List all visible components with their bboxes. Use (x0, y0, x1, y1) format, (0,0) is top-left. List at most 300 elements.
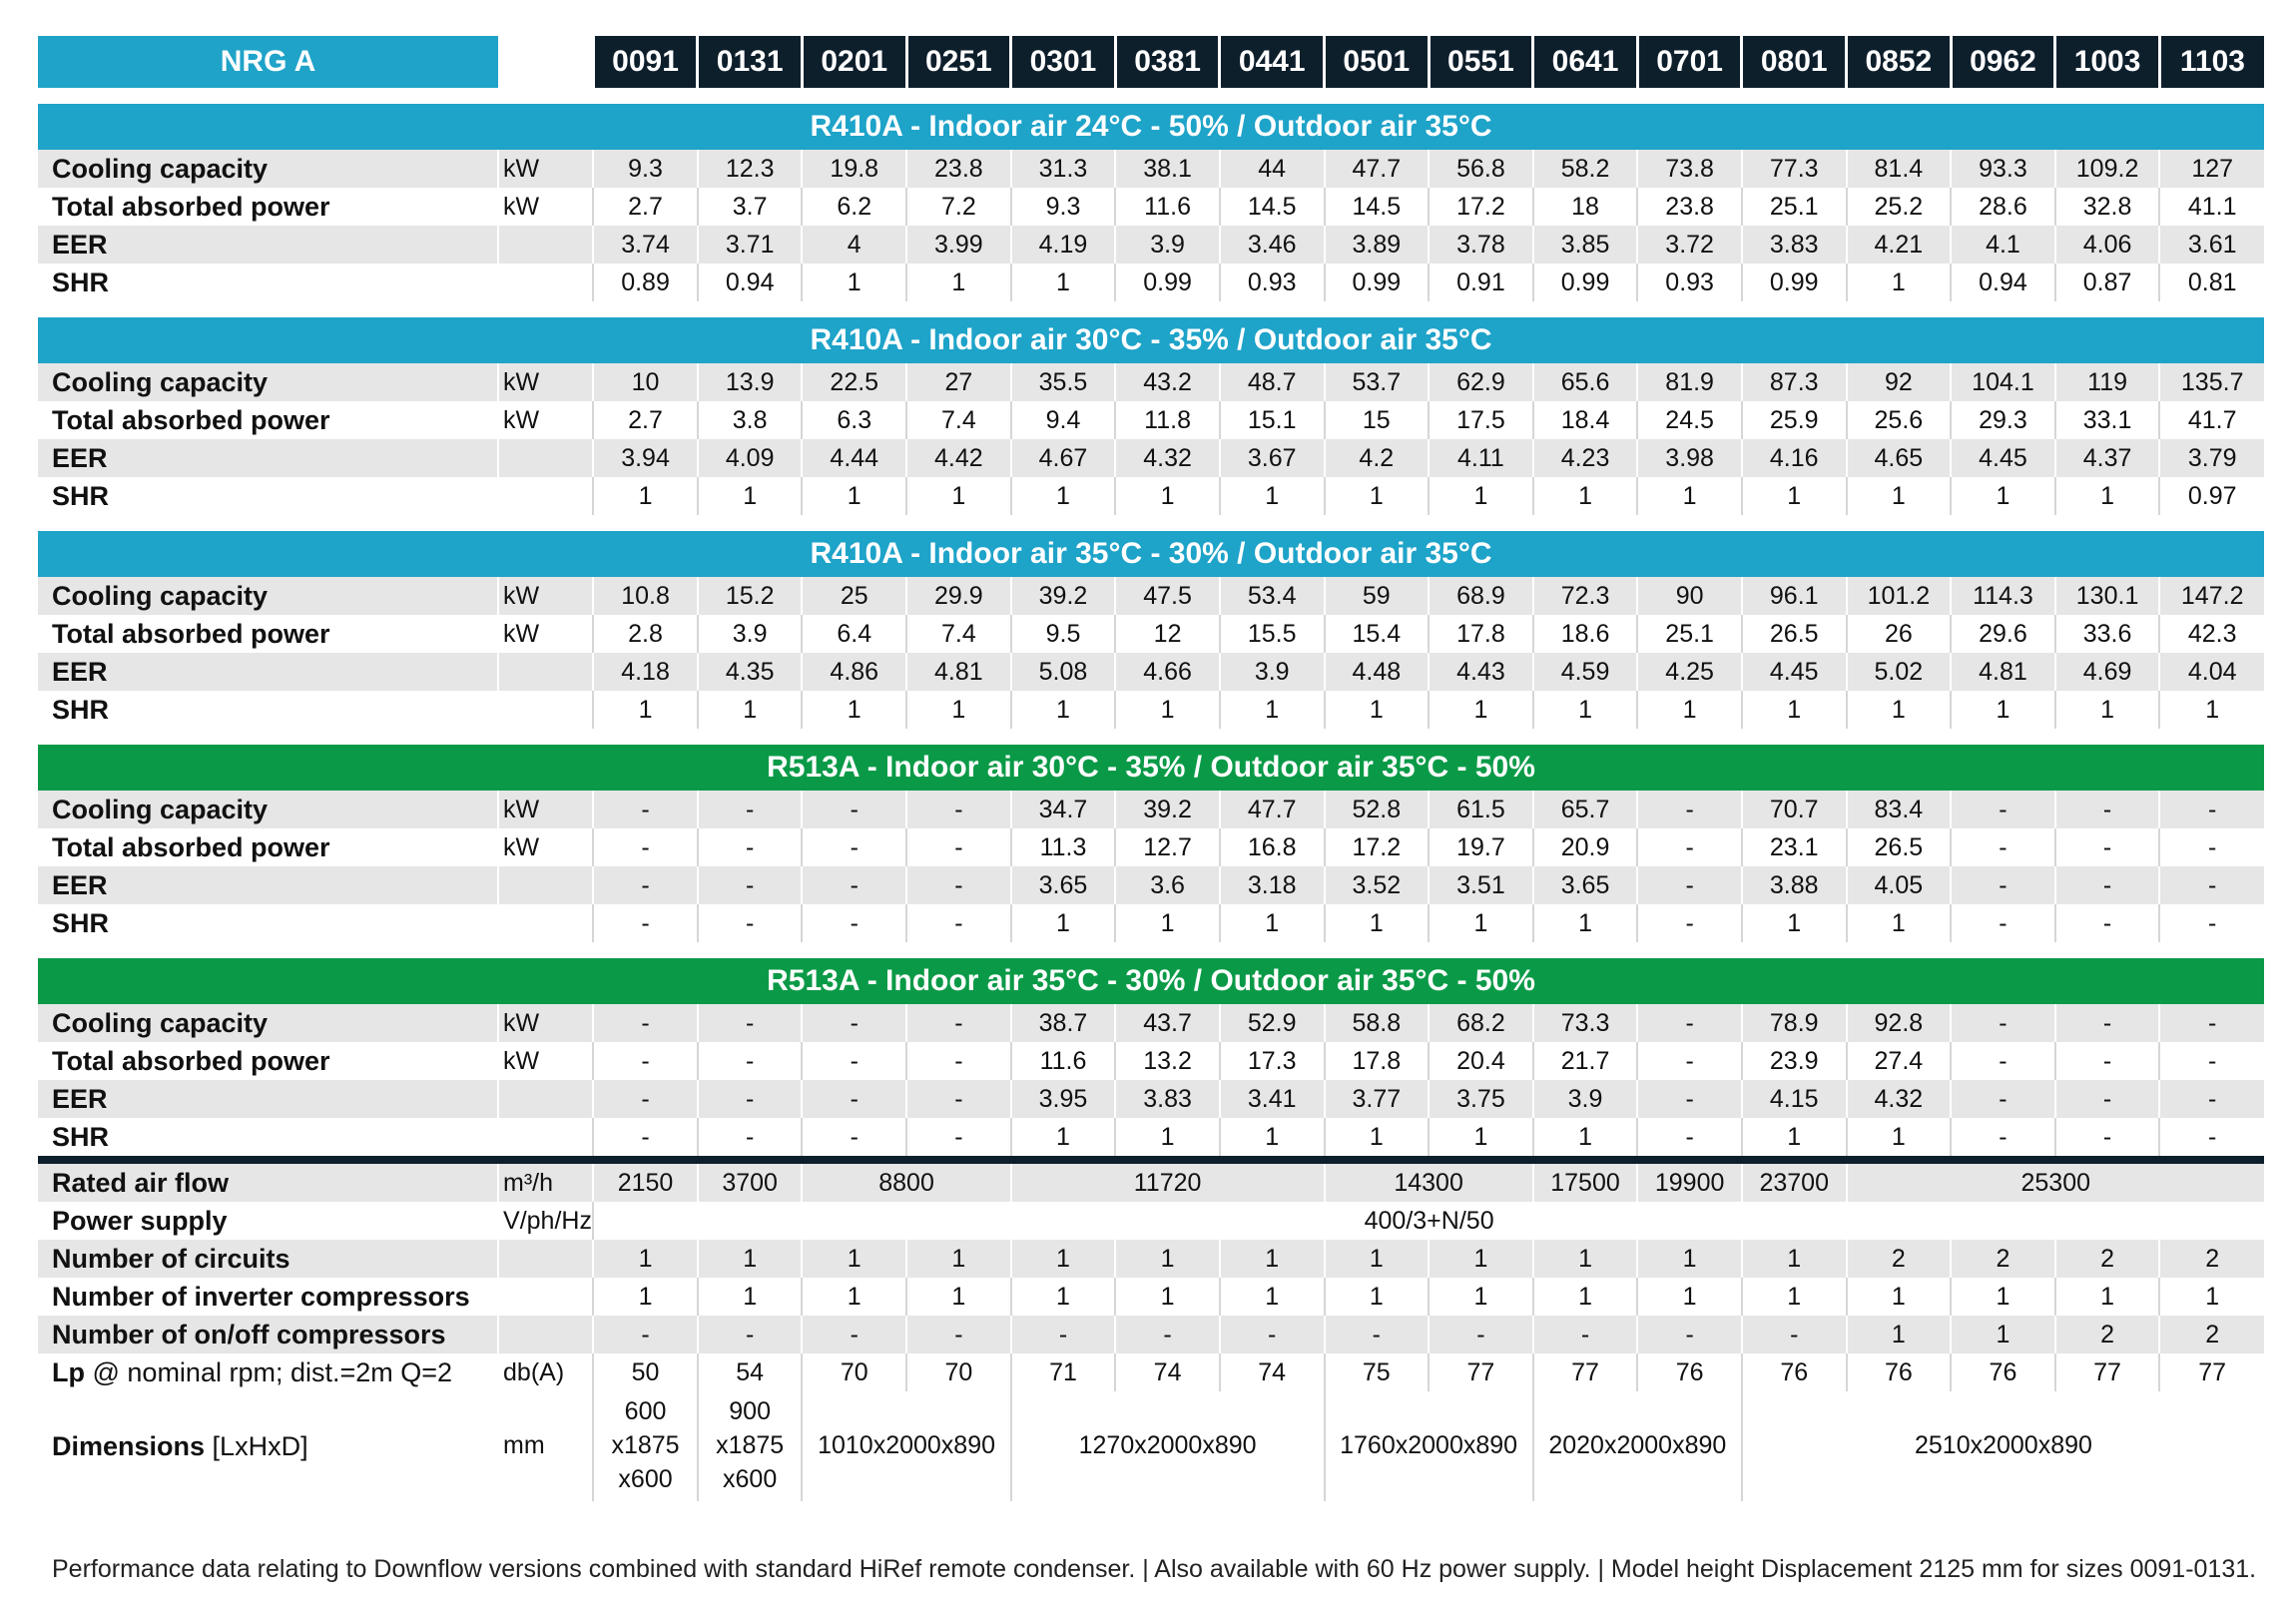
value-cell: 52.9 (1220, 1004, 1325, 1042)
gap-cell (38, 515, 2264, 531)
value-cell: 19.7 (1429, 828, 1533, 866)
value-cell: 17.3 (1220, 1042, 1325, 1080)
value-cell: 1 (802, 691, 906, 729)
value-cell: - (906, 1316, 1011, 1353)
value-cell: 6.2 (802, 188, 906, 226)
value-cell: 9.3 (593, 150, 698, 188)
value-cell: - (698, 828, 803, 866)
value-cell: 1 (1951, 1316, 2055, 1353)
dimension-line: x600 (723, 1464, 778, 1493)
row-label (38, 1202, 498, 1240)
value-cell: 0.87 (2055, 264, 2160, 301)
value-cell: - (1220, 1316, 1325, 1353)
value-cell: 68.9 (1429, 577, 1533, 615)
row-label: SHR (38, 264, 498, 301)
value-cell: 3.9 (1533, 1080, 1638, 1118)
value-cell: 76 (1951, 1353, 2055, 1391)
value-cell: 1 (1325, 1118, 1430, 1156)
value-cell: 8800 (802, 1164, 1010, 1202)
value-cell: - (593, 791, 698, 828)
value-cell: 1 (2055, 691, 2160, 729)
value-cell: 119 (2055, 363, 2160, 401)
value-cell: 1 (1847, 904, 1952, 942)
value-cell: - (593, 1042, 698, 1080)
value-cell: - (2055, 1004, 2160, 1042)
value-cell: - (2159, 1118, 2264, 1156)
value-cell: 1 (1011, 264, 1116, 301)
value-cell: 9.5 (1011, 615, 1116, 653)
value-cell: 33.1 (2055, 401, 2160, 439)
value-cell: - (2055, 904, 2160, 942)
value-cell: - (698, 904, 803, 942)
value-cell: 1 (1742, 1118, 1847, 1156)
value-cell: 7.2 (906, 188, 1011, 226)
value-cell: - (906, 791, 1011, 828)
value-cell: 16.8 (1220, 828, 1325, 866)
value-cell: 29.6 (1951, 615, 2055, 653)
model-code-0501: 0501 (1325, 36, 1430, 88)
value-cell: 78.9 (1742, 1004, 1847, 1042)
value-cell: 3.18 (1220, 866, 1325, 904)
table-row (38, 439, 2264, 477)
value-cell: 0.81 (2159, 264, 2264, 301)
section-divider (38, 1156, 2264, 1164)
row-unit: kW (498, 791, 593, 828)
value-cell: 59 (1325, 577, 1430, 615)
row-label-text: Dimensions (52, 1430, 206, 1461)
section-gap (38, 515, 2264, 531)
value-cell: 4.15 (1742, 1080, 1847, 1118)
value-cell: 3.9 (1115, 226, 1220, 264)
value-cell: 2.7 (593, 188, 698, 226)
value-cell: 83.4 (1847, 791, 1952, 828)
row-label: EER (38, 1080, 498, 1118)
value-cell: 53.7 (1325, 363, 1430, 401)
value-cell: - (593, 904, 698, 942)
value-cell: 22.5 (802, 363, 906, 401)
value-cell: 1 (1115, 1278, 1220, 1316)
row-label (38, 1391, 498, 1501)
value-cell: 74 (1115, 1353, 1220, 1391)
value-cell: 2 (2159, 1240, 2264, 1278)
value-cell: 15 (1325, 401, 1430, 439)
value-cell: 2150 (593, 1164, 698, 1202)
table-row (38, 188, 2264, 226)
value-cell: 17.2 (1325, 828, 1430, 866)
value-cell: 1 (1742, 1278, 1847, 1316)
value-cell: 3.99 (906, 226, 1011, 264)
value-cell: - (802, 1118, 906, 1156)
value-cell: - (593, 1080, 698, 1118)
value-cell: 76 (1637, 1353, 1742, 1391)
model-code-0381: 0381 (1115, 36, 1220, 88)
value-cell: 34.7 (1011, 791, 1116, 828)
value-cell: 1 (698, 1240, 803, 1278)
value-cell: 3.83 (1742, 226, 1847, 264)
value-cell: 25.6 (1847, 401, 1952, 439)
specification-table (38, 36, 2264, 1501)
section-title: R410A - Indoor air 35°C - 30% / Outdoor air 35°C (38, 531, 2264, 577)
value-cell: - (2159, 1080, 2264, 1118)
value-cell: 28.6 (1951, 188, 2055, 226)
row-label: Cooling capacity (38, 577, 498, 615)
value-cell: 4.48 (1325, 653, 1430, 691)
value-cell: - (2055, 866, 2160, 904)
value-cell: - (1951, 1118, 2055, 1156)
value-cell: 1 (1847, 1118, 1952, 1156)
section-header (38, 531, 2264, 577)
footnote: Performance data relating to Downflow versions combined with standard HiRef remote condenser. | Also available with 60 Hz power supply. | Model height Displacement 2125 mm for sizes 0091-0131. (52, 1555, 2257, 1583)
value-cell: 1 (1951, 691, 2055, 729)
value-cell: 1 (1847, 1278, 1952, 1316)
header-spacer (498, 36, 593, 88)
value-cell: 4.04 (2159, 653, 2264, 691)
value-cell: 20.4 (1429, 1042, 1533, 1080)
value-cell: - (593, 1004, 698, 1042)
value-cell: 3.89 (1325, 226, 1430, 264)
value-cell: 4.66 (1115, 653, 1220, 691)
value-cell: 32.8 (2055, 188, 2160, 226)
value-cell: 4.32 (1847, 1080, 1952, 1118)
value-cell: 1 (1429, 477, 1533, 515)
table-row (38, 1042, 2264, 1080)
value-cell: 1 (1325, 1240, 1430, 1278)
value-cell: 70 (802, 1353, 906, 1391)
value-cell: 1 (906, 1240, 1011, 1278)
table-row (38, 577, 2264, 615)
value-cell: - (2055, 1080, 2160, 1118)
value-cell: 3.77 (1325, 1080, 1430, 1118)
dimension-line: 2510x2000x890 (1914, 1431, 2092, 1460)
value-cell: 70.7 (1742, 791, 1847, 828)
row-label: EER (38, 439, 498, 477)
value-cell: 24.5 (1637, 401, 1742, 439)
value-cell: 2 (1951, 1240, 2055, 1278)
section-title: R513A - Indoor air 35°C - 30% / Outdoor air 35°C - 50% (38, 958, 2264, 1004)
value-cell: 15.2 (698, 577, 803, 615)
value-cell: 400/3+N/50 (593, 1202, 2264, 1240)
value-cell: 29.9 (906, 577, 1011, 615)
value-cell: 12.3 (698, 150, 803, 188)
value-cell: 19.8 (802, 150, 906, 188)
row-label: Total absorbed power (38, 188, 498, 226)
value-cell: 0.89 (593, 264, 698, 301)
row-unit (498, 439, 593, 477)
row-label: Total absorbed power (38, 1042, 498, 1080)
value-cell: 5.08 (1011, 653, 1116, 691)
value-cell: 18.6 (1533, 615, 1638, 653)
value-cell: - (1429, 1316, 1533, 1353)
value-cell: 4.69 (2055, 653, 2160, 691)
value-cell: 4.45 (1742, 653, 1847, 691)
table-row (38, 653, 2264, 691)
table-body (38, 36, 2264, 1501)
value-cell: 0.91 (1429, 264, 1533, 301)
value-cell: 26.5 (1742, 615, 1847, 653)
value-cell: - (1533, 1316, 1638, 1353)
value-cell: 11.8 (1115, 401, 1220, 439)
value-cell: 4.37 (2055, 439, 2160, 477)
dimension-cell (1533, 1391, 1742, 1501)
value-cell: 23.9 (1742, 1042, 1847, 1080)
value-cell: 1 (1637, 1240, 1742, 1278)
model-code-0441: 0441 (1220, 36, 1325, 88)
row-unit: kW (498, 188, 593, 226)
dimension-cell (1742, 1391, 2264, 1501)
value-cell: 3.65 (1011, 866, 1116, 904)
value-cell: 68.2 (1429, 1004, 1533, 1042)
row-label: Cooling capacity (38, 1004, 498, 1042)
value-cell: 58.2 (1533, 150, 1638, 188)
table-row (38, 1080, 2264, 1118)
model-code-1003: 1003 (2055, 36, 2160, 88)
section-header (38, 104, 2264, 150)
value-cell: - (698, 1080, 803, 1118)
value-cell: 6.4 (802, 615, 906, 653)
value-cell: 65.6 (1533, 363, 1638, 401)
row-unit: kW (498, 150, 593, 188)
table-row (38, 150, 2264, 188)
value-cell: 1 (1847, 691, 1952, 729)
value-cell: 1 (1220, 477, 1325, 515)
value-cell: - (593, 1316, 698, 1353)
value-cell: 25.1 (1637, 615, 1742, 653)
value-cell: 4.42 (906, 439, 1011, 477)
row-unit: V/ph/Hz (498, 1202, 593, 1240)
value-cell: 92 (1847, 363, 1952, 401)
value-cell: 3.88 (1742, 866, 1847, 904)
dimension-line: 1010x2000x890 (818, 1431, 996, 1460)
value-cell: 1 (1011, 904, 1116, 942)
value-cell: 76 (1847, 1353, 1952, 1391)
value-cell: 12.7 (1115, 828, 1220, 866)
value-cell: 3.41 (1220, 1080, 1325, 1118)
row-label: Cooling capacity (38, 150, 498, 188)
value-cell: 77 (1533, 1353, 1638, 1391)
row-unit: m³/h (498, 1164, 593, 1202)
value-cell: 4.19 (1011, 226, 1116, 264)
value-cell: 41.7 (2159, 401, 2264, 439)
row-unit: kW (498, 401, 593, 439)
value-cell: - (2159, 791, 2264, 828)
value-cell: 1 (802, 1278, 906, 1316)
value-cell: 14.5 (1220, 188, 1325, 226)
dimension-line: 600 (624, 1397, 667, 1426)
model-code-0301: 0301 (1011, 36, 1116, 88)
value-cell: 1 (1325, 904, 1430, 942)
value-cell: 1 (802, 477, 906, 515)
value-cell: 3.94 (593, 439, 698, 477)
value-cell: 23700 (1742, 1164, 1847, 1202)
value-cell: - (698, 866, 803, 904)
value-cell: - (698, 791, 803, 828)
value-cell: - (906, 904, 1011, 942)
section-gap (38, 729, 2264, 745)
model-code-0131: 0131 (698, 36, 803, 88)
dimension-cell (1325, 1391, 1533, 1501)
model-code-0701: 0701 (1637, 36, 1742, 88)
value-cell: - (698, 1004, 803, 1042)
value-cell: 3.9 (698, 615, 803, 653)
value-cell: 11.6 (1011, 1042, 1116, 1080)
value-cell: 74 (1220, 1353, 1325, 1391)
value-cell: 25.2 (1847, 188, 1952, 226)
model-header-row (38, 36, 2264, 88)
value-cell: 58.8 (1325, 1004, 1430, 1042)
row-label: SHR (38, 1118, 498, 1156)
value-cell: 3.78 (1429, 226, 1533, 264)
value-cell: 3.8 (698, 401, 803, 439)
value-cell: 13.9 (698, 363, 803, 401)
value-cell: - (906, 1080, 1011, 1118)
value-cell: 3.95 (1011, 1080, 1116, 1118)
value-cell: 61.5 (1429, 791, 1533, 828)
value-cell: 4.21 (1847, 226, 1952, 264)
value-cell: 44 (1220, 150, 1325, 188)
dimension-line: 2020x2000x890 (1548, 1431, 1727, 1460)
value-cell: 3700 (698, 1164, 803, 1202)
row-unit: kW (498, 363, 593, 401)
value-cell: - (802, 1042, 906, 1080)
value-cell: 1 (1637, 477, 1742, 515)
value-cell: 1 (1742, 904, 1847, 942)
table-row (38, 904, 2264, 942)
value-cell: 50 (593, 1353, 698, 1391)
dimension-line: 900 (729, 1397, 771, 1426)
value-cell: 2 (2159, 1316, 2264, 1353)
value-cell: 1 (1742, 477, 1847, 515)
value-cell: - (698, 1316, 803, 1353)
value-cell: 23.8 (1637, 188, 1742, 226)
value-cell: - (802, 904, 906, 942)
value-cell: 9.3 (1011, 188, 1116, 226)
value-cell: 4.59 (1533, 653, 1638, 691)
value-cell: 4.23 (1533, 439, 1638, 477)
value-cell: 147.2 (2159, 577, 2264, 615)
row-unit (498, 1240, 593, 1278)
row-label-note: [LxHxD] (205, 1430, 308, 1461)
value-cell: 47.5 (1115, 577, 1220, 615)
row-label-note: @ nominal rpm; dist.=2m Q=2 (85, 1356, 453, 1387)
row-unit (498, 904, 593, 942)
value-cell: 1 (1637, 1278, 1742, 1316)
value-cell: 25 (802, 577, 906, 615)
table-row (38, 791, 2264, 828)
value-cell: - (1637, 1042, 1742, 1080)
value-cell: - (1637, 904, 1742, 942)
value-cell: - (1637, 1316, 1742, 1353)
value-cell: 1 (1011, 1240, 1116, 1278)
value-cell: - (1951, 828, 2055, 866)
row-label: EER (38, 866, 498, 904)
value-cell: 1 (1115, 1118, 1220, 1156)
value-cell: - (2055, 1118, 2160, 1156)
value-cell: - (2055, 1042, 2160, 1080)
value-cell: 2.7 (593, 401, 698, 439)
table-row (38, 691, 2264, 729)
value-cell: 43.2 (1115, 363, 1220, 401)
value-cell: 39.2 (1115, 791, 1220, 828)
value-cell: - (698, 1118, 803, 1156)
row-label: SHR (38, 691, 498, 729)
value-cell: 2 (1847, 1240, 1952, 1278)
section-header (38, 317, 2264, 363)
value-cell: 1 (593, 691, 698, 729)
value-cell: 20.9 (1533, 828, 1638, 866)
row-unit (498, 866, 593, 904)
model-code-0201: 0201 (802, 36, 906, 88)
table-row (38, 1240, 2264, 1278)
value-cell: 114.3 (1951, 577, 2055, 615)
row-label (38, 1353, 498, 1391)
value-cell: 70 (906, 1353, 1011, 1391)
value-cell: 93.3 (1951, 150, 2055, 188)
value-cell: - (1637, 866, 1742, 904)
value-cell: 3.98 (1637, 439, 1742, 477)
value-cell: - (2159, 904, 2264, 942)
value-cell: 0.99 (1325, 264, 1430, 301)
row-label-text: Number of circuits (52, 1243, 290, 1274)
value-cell: 1 (698, 477, 803, 515)
value-cell: - (1951, 904, 2055, 942)
table-row (38, 264, 2264, 301)
value-cell: 1 (2055, 477, 2160, 515)
value-cell: - (1325, 1316, 1430, 1353)
row-label-text: Number of on/off compressors (52, 1319, 446, 1349)
value-cell: - (593, 866, 698, 904)
value-cell: 0.99 (1533, 264, 1638, 301)
value-cell: - (2055, 791, 2160, 828)
value-cell: - (1951, 791, 2055, 828)
value-cell: 52.8 (1325, 791, 1430, 828)
row-label: EER (38, 653, 498, 691)
value-cell: 77 (1429, 1353, 1533, 1391)
value-cell: 4.16 (1742, 439, 1847, 477)
value-cell: - (1951, 1042, 2055, 1080)
value-cell: 81.4 (1847, 150, 1952, 188)
value-cell: 3.65 (1533, 866, 1638, 904)
value-cell: 12 (1115, 615, 1220, 653)
value-cell: 7.4 (906, 615, 1011, 653)
value-cell: 25.9 (1742, 401, 1847, 439)
value-cell: 2 (2055, 1240, 2160, 1278)
dimension-cell (802, 1391, 1010, 1501)
value-cell: 65.7 (1533, 791, 1638, 828)
value-cell: 7.4 (906, 401, 1011, 439)
value-cell: - (698, 1042, 803, 1080)
value-cell: 18.4 (1533, 401, 1638, 439)
row-unit: mm (498, 1391, 593, 1501)
row-unit (498, 691, 593, 729)
section-gap (38, 88, 2264, 104)
value-cell: 1 (1220, 1118, 1325, 1156)
dimension-cell (698, 1391, 803, 1501)
row-label: Total absorbed power (38, 828, 498, 866)
value-cell: - (2159, 1042, 2264, 1080)
value-cell: - (802, 791, 906, 828)
value-cell: - (802, 1080, 906, 1118)
table-row (38, 1202, 2264, 1240)
value-cell: - (593, 828, 698, 866)
value-cell: 1 (1847, 1316, 1952, 1353)
value-cell: - (1951, 1080, 2055, 1118)
value-cell: 1 (906, 1278, 1011, 1316)
value-cell: - (802, 1004, 906, 1042)
value-cell: 26.5 (1847, 828, 1952, 866)
value-cell: 1 (906, 264, 1011, 301)
value-cell: 1 (1115, 904, 1220, 942)
value-cell: 4.81 (1951, 653, 2055, 691)
